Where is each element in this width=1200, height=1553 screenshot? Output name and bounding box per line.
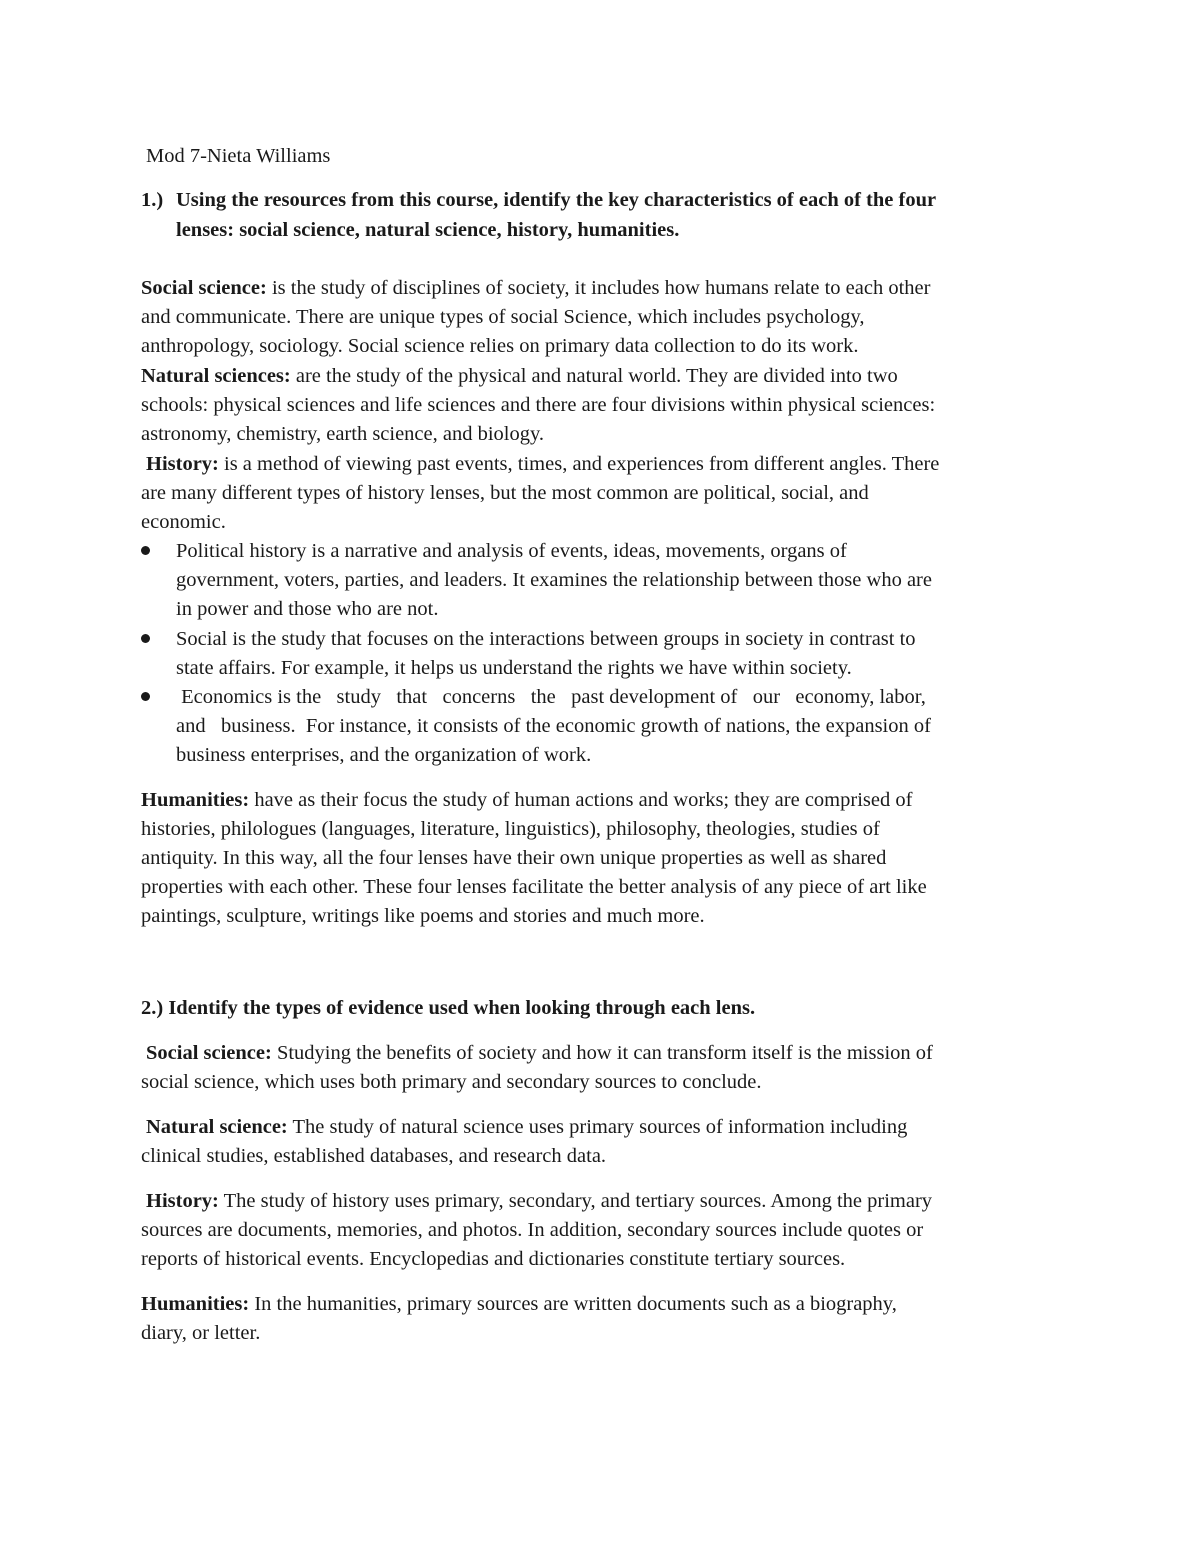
humanities-text-1: have as their focus the study of human actions and works; they are comprised of — [249, 789, 913, 811]
evidence-history-text-1: The study of history uses primary, secondary, and tertiary sources. Among the primary — [218, 1190, 933, 1212]
evidence-humanities-text-1: In the humanities, primary sources are written documents such as a biography, — [249, 1293, 897, 1315]
evidence-natural-science-text-1: The study of natural science uses primary sources of information including — [287, 1116, 908, 1138]
evidence-social-science-text-1: Studying the benefits of society and how it can transform itself is the mission of — [271, 1042, 933, 1064]
evidence-natural-science-line-1 — [146, 1113, 907, 1142]
natural-sciences-paragraph-line-1 — [141, 362, 898, 391]
natural-sciences-text-1: are the study of the physical and natural world. They are divided into two — [290, 365, 898, 387]
social-science-label: Social science: — [141, 277, 267, 299]
bullet-1-line-1: Political history is a narrative and analysis of events, ideas, movements, organs of — [176, 540, 847, 562]
evidence-history-text-2: sources are documents, memories, and photos. In addition, secondary sources include quotes or — [141, 1219, 924, 1241]
evidence-natural-science-text-2: clinical studies, established databases, and research data. — [141, 1145, 607, 1167]
question-2: 2.) Identify the types of evidence used when looking through each lens. — [141, 997, 756, 1019]
social-science-text-2: and communicate. There are unique types of social Science, which includes psychology, — [141, 306, 865, 328]
humanities-text-2: histories, philologues (languages, literature, linguistics), philosophy, theologies, studies of — [141, 818, 880, 840]
evidence-humanities-label: Humanities: — [141, 1293, 250, 1315]
history-text-3: economic. — [141, 511, 226, 533]
bullet-3-marker — [141, 692, 150, 701]
bullet-3-line-3: business enterprises, and the organization of work. — [176, 744, 592, 766]
humanities-text-4: properties with each other. These four lenses facilitate the better analysis of any piece of art like — [141, 876, 927, 898]
evidence-social-science-label: Social science: — [146, 1042, 272, 1064]
social-science-paragraph-line-1 — [141, 274, 930, 303]
evidence-history-text-3: reports of historical events. Encyclopedias and dictionaries constitute tertiary sources. — [141, 1248, 846, 1270]
evidence-history-line-1 — [146, 1187, 932, 1216]
natural-sciences-text-3: astronomy, chemistry, earth science, and biology. — [141, 423, 545, 445]
bullet-2-line-1: Social is the study that focuses on the interactions between groups in society in contrast to — [176, 628, 916, 650]
evidence-social-science-line-1 — [146, 1039, 933, 1068]
humanities-paragraph-line-1 — [141, 786, 912, 815]
bullet-1-marker — [141, 546, 150, 555]
bullet-2-marker — [141, 634, 150, 643]
bullet-2-line-2: state affairs. For example, it helps us understand the rights we have within society. — [176, 657, 852, 679]
natural-sciences-text-2: schools: physical sciences and life sciences and there are four divisions within physical sciences: — [141, 394, 936, 416]
humanities-label: Humanities: — [141, 789, 250, 811]
question-1-number: 1.) — [141, 189, 164, 211]
humanities-text-5: paintings, sculpture, writings like poems and stories and much more. — [141, 905, 705, 927]
humanities-text-3: antiquity. In this way, all the four lenses have their own unique properties as well as shared — [141, 847, 887, 869]
history-paragraph-line-1 — [146, 450, 939, 479]
bullet-1-line-3: in power and those who are not. — [176, 598, 439, 620]
bullet-1-line-2: government, voters, parties, and leaders. It examines the relationship between those who are — [176, 569, 932, 591]
social-science-text-1: is the study of disciplines of society, it includes how humans relate to each other — [266, 277, 931, 299]
history-text-1: is a method of viewing past events, times, and experiences from different angles. There — [218, 453, 940, 475]
evidence-humanities-text-2: diary, or letter. — [141, 1322, 261, 1344]
evidence-humanities-line-1 — [141, 1290, 897, 1319]
evidence-social-science-text-2: social science, which uses both primary and secondary sources to conclude. — [141, 1071, 762, 1093]
bullet-3-line-2: and business. For instance, it consists of the economic growth of nations, the expansion of — [176, 715, 931, 737]
question-1-line-2: lenses: social science, natural science, history, humanities. — [176, 219, 680, 241]
document-title: Mod 7-Nieta Williams — [146, 145, 331, 167]
history-text-2: are many different types of history lenses, but the most common are political, social, and — [141, 482, 869, 504]
social-science-text-3: anthropology, sociology. Social science relies on primary data collection to do its work. — [141, 335, 859, 357]
history-label: History: — [146, 453, 219, 475]
question-1-line-1: Using the resources from this course, identify the key characteristics of each of the four — [176, 189, 937, 211]
evidence-natural-science-label: Natural science: — [146, 1116, 288, 1138]
evidence-history-label: History: — [146, 1190, 219, 1212]
natural-sciences-label: Natural sciences: — [141, 365, 291, 387]
bullet-3-line-1: Economics is the study that concerns the past development of our economy, labor, — [176, 686, 926, 708]
